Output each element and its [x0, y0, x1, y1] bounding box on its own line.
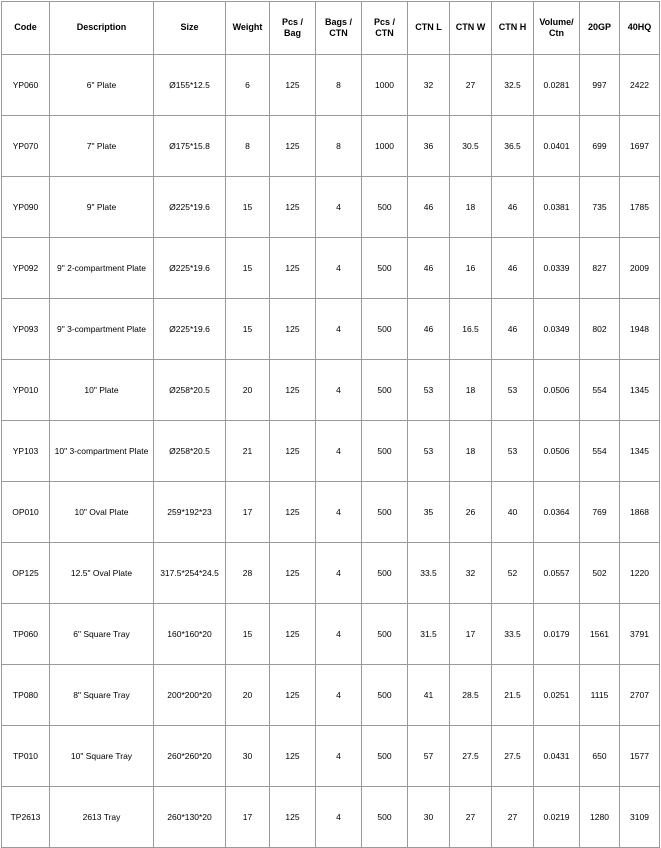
cell-weight: 20 — [226, 360, 270, 421]
cell-40hq: 3109 — [620, 787, 660, 848]
cell-ctn-l: 33.5 — [408, 543, 450, 604]
cell-desc: 10" 3-compartment Plate — [50, 421, 154, 482]
cell-ctn-w: 26 — [450, 482, 492, 543]
cell-ctn-w: 27.5 — [450, 726, 492, 787]
cell-size: Ø225*19.6 — [154, 299, 226, 360]
cell-ctn-h: 46 — [492, 299, 534, 360]
table-row[interactable] — [2, 482, 660, 543]
cell-20gp: 502 — [580, 543, 620, 604]
cell-ctn-w: 28.5 — [450, 665, 492, 726]
header-pcs-per-ctn — [362, 2, 408, 55]
table-header — [2, 2, 660, 55]
cell-code: TP060 — [2, 604, 50, 665]
cell-code: OP125 — [2, 543, 50, 604]
cell-desc: 10" Square Tray — [50, 726, 154, 787]
cell-weight: 20 — [226, 665, 270, 726]
header-pcs-per-bag-line1: Pcs / — [281, 16, 303, 27]
cell-code: OP010 — [2, 482, 50, 543]
cell-ctn-h: 53 — [492, 421, 534, 482]
cell-pcs-per-ctn: 500 — [362, 360, 408, 421]
cell-bags-per-ctn: 4 — [316, 299, 362, 360]
cell-weight: 21 — [226, 421, 270, 482]
cell-size: Ø225*19.6 — [154, 238, 226, 299]
cell-pcs-per-ctn: 500 — [362, 543, 408, 604]
cell-pcs-per-bag: 125 — [270, 543, 316, 604]
cell-ctn-h: 32.5 — [492, 55, 534, 116]
cell-pcs-per-bag: 125 — [270, 299, 316, 360]
header-40hq — [620, 2, 660, 55]
cell-size: 160*160*20 — [154, 604, 226, 665]
cell-bags-per-ctn: 4 — [316, 177, 362, 238]
header-description-label: Description — [76, 22, 127, 33]
cell-weight: 15 — [226, 299, 270, 360]
cell-pcs-per-bag: 125 — [270, 360, 316, 421]
cell-ctn-h: 40 — [492, 482, 534, 543]
cell-40hq: 1868 — [620, 482, 660, 543]
table-row[interactable] — [2, 787, 660, 848]
header-40hq-label: 40HQ — [627, 22, 652, 33]
cell-bags-per-ctn: 4 — [316, 543, 362, 604]
cell-bags-per-ctn: 4 — [316, 238, 362, 299]
header-pcs-per-bag — [270, 2, 316, 55]
header-size-label: Size — [180, 22, 199, 33]
cell-size: 260*130*20 — [154, 787, 226, 848]
cell-size: 200*200*20 — [154, 665, 226, 726]
header-pcs-per-ctn-line1: Pcs / — [373, 16, 395, 27]
cell-volume-per-ctn: 0.0219 — [534, 787, 580, 848]
cell-code: TP010 — [2, 726, 50, 787]
cell-ctn-l: 53 — [408, 360, 450, 421]
cell-code: TP080 — [2, 665, 50, 726]
header-description — [50, 2, 154, 55]
cell-desc: 12.5" Oval Plate — [50, 543, 154, 604]
cell-desc: 10" Oval Plate — [50, 482, 154, 543]
cell-40hq: 2009 — [620, 238, 660, 299]
cell-desc: 9" 3-compartment Plate — [50, 299, 154, 360]
table-row[interactable] — [2, 55, 660, 116]
header-volume-per-ctn-line1: Volume/ — [539, 16, 574, 27]
cell-ctn-l: 35 — [408, 482, 450, 543]
cell-ctn-w: 32 — [450, 543, 492, 604]
cell-ctn-h: 27 — [492, 787, 534, 848]
cell-size: 317.5*254*24.5 — [154, 543, 226, 604]
cell-size: Ø155*12.5 — [154, 55, 226, 116]
cell-40hq: 1948 — [620, 299, 660, 360]
cell-ctn-h: 46 — [492, 238, 534, 299]
cell-volume-per-ctn: 0.0339 — [534, 238, 580, 299]
cell-weight: 17 — [226, 787, 270, 848]
header-weight — [226, 2, 270, 55]
cell-pcs-per-bag: 125 — [270, 726, 316, 787]
cell-ctn-l: 46 — [408, 238, 450, 299]
table-row[interactable] — [2, 238, 660, 299]
cell-pcs-per-bag: 125 — [270, 787, 316, 848]
header-20gp-label: 20GP — [587, 22, 611, 33]
cell-ctn-w: 18 — [450, 360, 492, 421]
cell-volume-per-ctn: 0.0557 — [534, 543, 580, 604]
cell-ctn-h: 27.5 — [492, 726, 534, 787]
cell-40hq: 1577 — [620, 726, 660, 787]
cell-20gp: 1561 — [580, 604, 620, 665]
cell-pcs-per-ctn: 1000 — [362, 55, 408, 116]
header-volume-per-ctn — [534, 2, 580, 55]
cell-pcs-per-ctn: 500 — [362, 665, 408, 726]
cell-20gp: 554 — [580, 421, 620, 482]
cell-20gp: 650 — [580, 726, 620, 787]
header-ctn-l-label: CTN L — [415, 22, 442, 33]
cell-20gp: 827 — [580, 238, 620, 299]
cell-40hq: 1345 — [620, 360, 660, 421]
cell-pcs-per-bag: 125 — [270, 604, 316, 665]
cell-code: YP060 — [2, 55, 50, 116]
header-bags-per-ctn-line1: Bags / — [324, 16, 352, 27]
cell-weight: 17 — [226, 482, 270, 543]
header-volume-per-ctn-line2: Ctn — [549, 28, 564, 38]
cell-ctn-h: 52 — [492, 543, 534, 604]
cell-volume-per-ctn: 0.0349 — [534, 299, 580, 360]
cell-size: Ø258*20.5 — [154, 421, 226, 482]
header-ctn-w — [450, 2, 492, 55]
cell-volume-per-ctn: 0.0251 — [534, 665, 580, 726]
cell-desc: 9" Plate — [50, 177, 154, 238]
cell-ctn-l: 36 — [408, 116, 450, 177]
cell-pcs-per-bag: 125 — [270, 238, 316, 299]
cell-volume-per-ctn: 0.0506 — [534, 421, 580, 482]
cell-desc: 9" 2-compartment Plate — [50, 238, 154, 299]
cell-ctn-h: 21.5 — [492, 665, 534, 726]
table-row[interactable] — [2, 360, 660, 421]
cell-pcs-per-bag: 125 — [270, 55, 316, 116]
cell-weight: 6 — [226, 55, 270, 116]
table-row[interactable] — [2, 421, 660, 482]
cell-ctn-l: 30 — [408, 787, 450, 848]
cell-weight: 30 — [226, 726, 270, 787]
cell-pcs-per-ctn: 500 — [362, 482, 408, 543]
cell-40hq: 1345 — [620, 421, 660, 482]
table-row[interactable] — [2, 726, 660, 787]
table-body — [2, 55, 660, 848]
cell-desc: 6" Square Tray — [50, 604, 154, 665]
cell-volume-per-ctn: 0.0431 — [534, 726, 580, 787]
table-row[interactable] — [2, 116, 660, 177]
cell-code: YP092 — [2, 238, 50, 299]
cell-pcs-per-ctn: 500 — [362, 604, 408, 665]
cell-40hq: 2422 — [620, 55, 660, 116]
cell-20gp: 1280 — [580, 787, 620, 848]
cell-pcs-per-ctn: 500 — [362, 726, 408, 787]
cell-40hq: 1220 — [620, 543, 660, 604]
table-row[interactable] — [2, 604, 660, 665]
cell-ctn-l: 57 — [408, 726, 450, 787]
cell-ctn-l: 46 — [408, 177, 450, 238]
cell-size: Ø258*20.5 — [154, 360, 226, 421]
cell-code: YP090 — [2, 177, 50, 238]
cell-desc: 7" Plate — [50, 116, 154, 177]
cell-ctn-w: 18 — [450, 421, 492, 482]
cell-ctn-w: 18 — [450, 177, 492, 238]
cell-size: 259*192*23 — [154, 482, 226, 543]
header-ctn-h-label: CTN H — [498, 22, 527, 33]
cell-ctn-w: 27 — [450, 55, 492, 116]
header-code — [2, 2, 50, 55]
cell-bags-per-ctn: 4 — [316, 421, 362, 482]
cell-code: YP093 — [2, 299, 50, 360]
cell-ctn-h: 53 — [492, 360, 534, 421]
cell-pcs-per-ctn: 500 — [362, 299, 408, 360]
cell-size: 260*260*20 — [154, 726, 226, 787]
cell-desc: 2613 Tray — [50, 787, 154, 848]
cell-volume-per-ctn: 0.0281 — [534, 55, 580, 116]
header-pcs-per-ctn-line2: CTN — [375, 28, 394, 38]
header-ctn-h — [492, 2, 534, 55]
cell-volume-per-ctn: 0.0401 — [534, 116, 580, 177]
cell-ctn-w: 27 — [450, 787, 492, 848]
cell-volume-per-ctn: 0.0506 — [534, 360, 580, 421]
cell-bags-per-ctn: 4 — [316, 604, 362, 665]
cell-20gp: 1115 — [580, 665, 620, 726]
cell-ctn-w: 17 — [450, 604, 492, 665]
cell-ctn-l: 53 — [408, 421, 450, 482]
cell-20gp: 769 — [580, 482, 620, 543]
cell-pcs-per-ctn: 1000 — [362, 116, 408, 177]
cell-pcs-per-bag: 125 — [270, 482, 316, 543]
header-code-label: Code — [14, 22, 37, 33]
table-row[interactable] — [2, 665, 660, 726]
cell-volume-per-ctn: 0.0179 — [534, 604, 580, 665]
cell-pcs-per-bag: 125 — [270, 116, 316, 177]
cell-weight: 15 — [226, 238, 270, 299]
cell-20gp: 735 — [580, 177, 620, 238]
cell-ctn-h: 36.5 — [492, 116, 534, 177]
cell-ctn-l: 46 — [408, 299, 450, 360]
header-row — [2, 2, 660, 55]
cell-weight: 28 — [226, 543, 270, 604]
cell-40hq: 2707 — [620, 665, 660, 726]
cell-bags-per-ctn: 4 — [316, 482, 362, 543]
cell-40hq: 1785 — [620, 177, 660, 238]
cell-desc: 8" Square Tray — [50, 665, 154, 726]
cell-desc: 6" Plate — [50, 55, 154, 116]
cell-20gp: 997 — [580, 55, 620, 116]
cell-size: Ø175*15.8 — [154, 116, 226, 177]
cell-ctn-h: 46 — [492, 177, 534, 238]
cell-pcs-per-bag: 125 — [270, 177, 316, 238]
cell-40hq: 1697 — [620, 116, 660, 177]
header-weight-label: Weight — [232, 22, 263, 33]
header-20gp — [580, 2, 620, 55]
cell-ctn-h: 33.5 — [492, 604, 534, 665]
header-size — [154, 2, 226, 55]
cell-weight: 15 — [226, 604, 270, 665]
cell-ctn-w: 16.5 — [450, 299, 492, 360]
cell-code: TP2613 — [2, 787, 50, 848]
cell-ctn-l: 31.5 — [408, 604, 450, 665]
header-bags-per-ctn — [316, 2, 362, 55]
cell-code: YP070 — [2, 116, 50, 177]
cell-size: Ø225*19.6 — [154, 177, 226, 238]
header-ctn-l — [408, 2, 450, 55]
header-bags-per-ctn-line2: CTN — [329, 28, 348, 38]
cell-volume-per-ctn: 0.0364 — [534, 482, 580, 543]
cell-pcs-per-ctn: 500 — [362, 787, 408, 848]
cell-desc: 10" Plate — [50, 360, 154, 421]
cell-bags-per-ctn: 4 — [316, 726, 362, 787]
cell-bags-per-ctn: 8 — [316, 55, 362, 116]
header-ctn-w-label: CTN W — [455, 22, 486, 33]
cell-20gp: 802 — [580, 299, 620, 360]
cell-20gp: 554 — [580, 360, 620, 421]
cell-code: YP010 — [2, 360, 50, 421]
cell-code: YP103 — [2, 421, 50, 482]
cell-ctn-w: 16 — [450, 238, 492, 299]
cell-ctn-l: 32 — [408, 55, 450, 116]
cell-ctn-l: 41 — [408, 665, 450, 726]
table-row[interactable] — [2, 299, 660, 360]
cell-bags-per-ctn: 4 — [316, 787, 362, 848]
cell-weight: 15 — [226, 177, 270, 238]
header-pcs-per-bag-line2: Bag — [283, 28, 301, 38]
cell-pcs-per-bag: 125 — [270, 421, 316, 482]
cell-bags-per-ctn: 8 — [316, 116, 362, 177]
cell-volume-per-ctn: 0.0381 — [534, 177, 580, 238]
cell-pcs-per-ctn: 500 — [362, 238, 408, 299]
cell-pcs-per-ctn: 500 — [362, 421, 408, 482]
cell-40hq: 3791 — [620, 604, 660, 665]
cell-20gp: 699 — [580, 116, 620, 177]
cell-pcs-per-bag: 125 — [270, 665, 316, 726]
cell-bags-per-ctn: 4 — [316, 360, 362, 421]
cell-weight: 8 — [226, 116, 270, 177]
cell-pcs-per-ctn: 500 — [362, 177, 408, 238]
product-spec-table — [1, 1, 660, 848]
cell-bags-per-ctn: 4 — [316, 665, 362, 726]
table-row[interactable] — [2, 177, 660, 238]
cell-ctn-w: 30.5 — [450, 116, 492, 177]
table-row[interactable] — [2, 543, 660, 604]
